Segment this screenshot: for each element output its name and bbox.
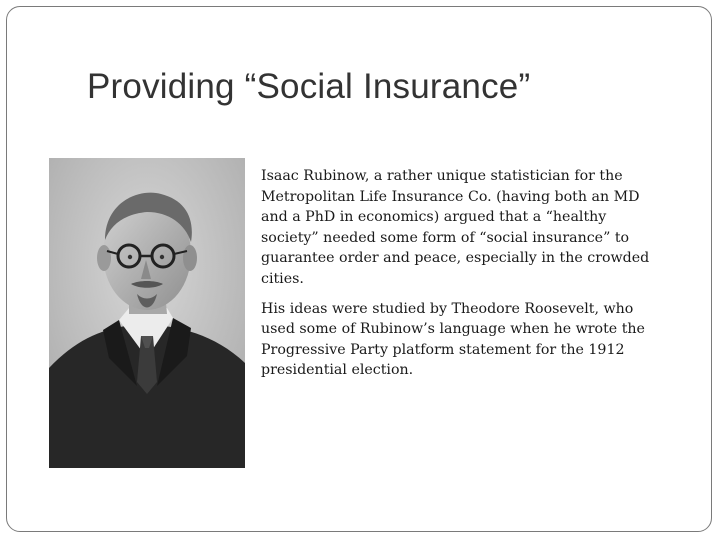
portrait-photo-icon: [49, 158, 245, 468]
slide-frame: [6, 6, 712, 532]
slide-title: Providing “Social Insurance”: [87, 67, 531, 106]
paragraph-rubinow: Isaac Rubinow, a rather unique statistician for the Metropolitan Life Insurance Co. (having both an MD and a PhD in economics) argued that a “healthy society” needed some form of “social insurance” to guarantee order and peace, especially in the crowded cities.: [261, 168, 650, 287]
portrait-photo: [49, 158, 245, 468]
paragraph-roosevelt: His ideas were studied by Theodore Roosevelt, who used some of Rubinow’s language when he wrote the Progressive Party platform statement for the 1912 presidential election.: [261, 300, 645, 379]
body-text: [261, 166, 661, 390]
